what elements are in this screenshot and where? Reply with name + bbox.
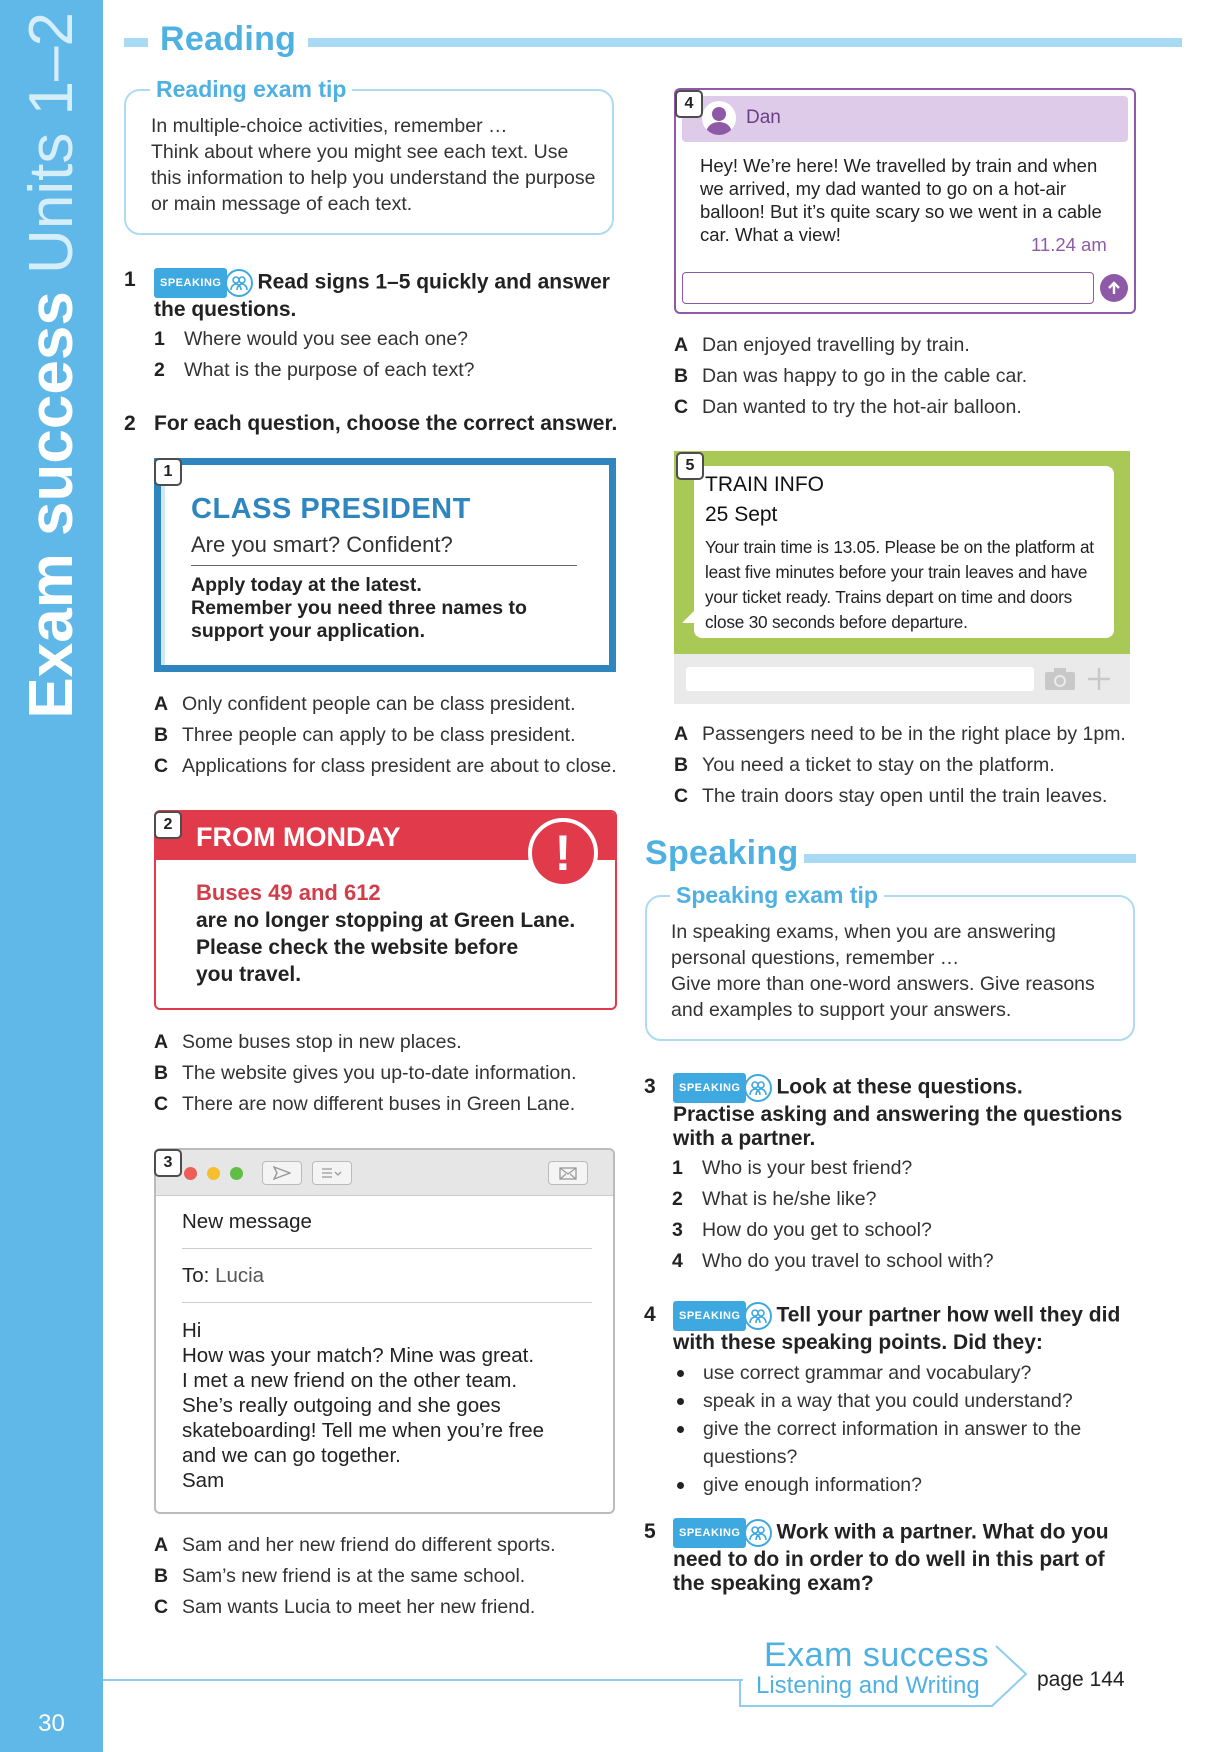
list-item: give the correct information in answer to the questions? <box>673 1415 1113 1471</box>
email-window <box>154 1148 615 1514</box>
q5-text: SPEAKING Work with a partner. What do you need to do in order to do well in this part of the speaking exam? <box>673 1518 1143 1596</box>
sidebar-title-bold: Exam success <box>17 291 86 719</box>
notice-body-2: Remember you need three names to <box>191 597 527 619</box>
answer-option[interactable]: A Only confident people can be class president. <box>154 693 576 715</box>
q5-number: 5 <box>644 1520 656 1543</box>
speaking-tip-label: Speaking exam tip <box>670 882 884 909</box>
email-new-message: New message <box>182 1210 312 1233</box>
list-item: 2 What is the purpose of each text? <box>154 359 475 381</box>
send-icon[interactable] <box>262 1161 302 1185</box>
speaking-badge: SPEAKING <box>673 1301 772 1331</box>
reading-bar-right <box>308 38 1182 47</box>
reading-tip-label: Reading exam tip <box>150 76 352 103</box>
list-item: 1 Where would you see each one? <box>154 328 469 350</box>
speaking-tip-box <box>645 895 1135 1041</box>
page-number: 30 <box>38 1710 65 1737</box>
speaking-badge: SPEAKING <box>673 1518 772 1548</box>
answer-option[interactable]: A Passengers need to be in the right place by 1pm. <box>674 723 1126 745</box>
notice-heading: CLASS PRESIDENT <box>191 493 471 525</box>
q4-bullets <box>673 1359 1133 1499</box>
exclamation-icon: ! <box>528 818 598 888</box>
text-tag-3: 3 <box>154 1149 182 1177</box>
email-body: Hi How was your match? Mine was great. I met a new friend on the other team. She’s really outgoing and she goes skateboarding! Tell me when you’re free and we can go together. Sam <box>182 1319 544 1492</box>
answer-option[interactable]: B Sam’s new friend is at the same school. <box>154 1565 526 1587</box>
q3-number: 3 <box>644 1075 656 1098</box>
speaking-tip-line-2: Give more than one-word answers. Give reasons and examples to support your answers. <box>671 973 1095 1021</box>
answer-option[interactable]: B The website gives you up-to-date information. <box>154 1062 577 1084</box>
sidebar-title <box>0 12 107 732</box>
answer-option[interactable]: C Applications for class president are about to close. <box>154 755 617 777</box>
minimize-dot[interactable] <box>207 1167 220 1180</box>
pair-work-icon <box>225 269 253 297</box>
notice-body-3: support your application. <box>191 620 426 642</box>
speaking-bar <box>804 854 1136 863</box>
speaking-tip-line-1: In speaking exams, when you are answering personal questions, remember … <box>671 921 1056 969</box>
q1-text: SPEAKING Read signs 1–5 quickly and answer the questions. <box>154 268 614 322</box>
q3-items <box>672 1153 994 1277</box>
train-info-card <box>674 451 1130 654</box>
sidebar <box>0 0 103 1752</box>
bus-notice-heading: FROM MONDAY <box>196 822 401 852</box>
answer-option[interactable]: B You need a ticket to stay on the platform. <box>674 754 1055 776</box>
bus-notice-body-1: are no longer stopping at Green Lane. <box>196 909 576 932</box>
maximize-dot[interactable] <box>230 1167 243 1180</box>
q2-text: For each question, choose the correct answer. <box>154 412 618 435</box>
train-info-body: Your train time is 13.05. Please be on the platform at least five minutes before your train leaves and have your ticket ready. Trains depart on time and doors close 30 seconds before departure. <box>705 537 1094 632</box>
q4-text: SPEAKING Tell your partner how well they did with these speaking points. Did they: <box>673 1301 1143 1355</box>
footer-subtitle: Listening and Writing <box>756 1672 980 1699</box>
q3-text: SPEAKING Look at these questions. Practise asking and answering the questions with a partner. <box>673 1073 1143 1151</box>
chat-window <box>674 88 1136 314</box>
text2-options <box>154 1027 577 1120</box>
q4-number: 4 <box>644 1303 656 1326</box>
reading-title: Reading <box>160 20 297 58</box>
footer-line <box>103 1679 743 1681</box>
train-info-input-bar <box>674 654 1130 704</box>
q1-number: 1 <box>124 268 136 291</box>
pair-work-icon <box>744 1519 772 1547</box>
footer-title: Exam success <box>764 1636 990 1674</box>
train-info-date: 25 Sept <box>705 503 778 526</box>
train-info-title: TRAIN INFO <box>705 473 824 496</box>
answer-option[interactable]: B Dan was happy to go in the cable car. <box>674 365 1028 387</box>
plus-icon[interactable] <box>1086 666 1112 692</box>
speaking-badge: SPEAKING <box>673 1073 772 1103</box>
list-item: 2 What is he/she like? <box>672 1188 877 1210</box>
avatar <box>702 101 736 135</box>
notice-body-1: Apply today at the latest. <box>191 574 422 596</box>
answer-option[interactable]: C Dan wanted to try the hot-air balloon. <box>674 396 1022 418</box>
chat-name: Dan <box>746 107 781 128</box>
bus-notice-body-2: Please check the website before <box>196 936 519 959</box>
list-item: 3 How do you get to school? <box>672 1219 932 1241</box>
email-toolbar <box>156 1150 615 1196</box>
answer-option[interactable]: C The train doors stay open until the train leaves. <box>674 785 1108 807</box>
answer-option[interactable]: A Dan enjoyed travelling by train. <box>674 334 970 356</box>
list-format-icon[interactable] <box>312 1161 352 1185</box>
answer-option[interactable]: A Some buses stop in new places. <box>154 1031 462 1053</box>
text5-options <box>674 719 1126 812</box>
text4-options <box>674 330 1027 423</box>
class-president-notice <box>154 458 616 672</box>
bus-notice-body-3: you travel. <box>196 963 302 986</box>
footer-page-link[interactable]: page 144 <box>1037 1668 1125 1691</box>
text1-options <box>154 689 617 782</box>
list-item: speak in a way that you could understand? <box>673 1387 1133 1415</box>
reading-bar-left <box>124 38 148 47</box>
answer-option[interactable]: C There are now different buses in Green Lane. <box>154 1093 576 1115</box>
email-to-field[interactable]: To: Lucia <box>182 1264 265 1287</box>
close-dot[interactable] <box>184 1167 197 1180</box>
chat-message: Hey! We’re here! We travelled by train and when we arrived, my dad wanted to go on a hot-air balloon! But it’s quite scary so we went in a cable car. What a view! <box>700 155 1102 245</box>
reading-tip-box <box>124 89 614 235</box>
answer-option[interactable]: B Three people can apply to be class president. <box>154 724 576 746</box>
mail-icon[interactable] <box>548 1161 588 1185</box>
text-tag-5: 5 <box>676 452 704 480</box>
text-tag-1: 1 <box>154 458 182 486</box>
speaking-title: Speaking <box>645 834 799 872</box>
list-item: 4 Who do you travel to school with? <box>672 1250 994 1272</box>
send-arrow-icon[interactable] <box>1100 274 1128 302</box>
answer-option[interactable]: C Sam wants Lucia to meet her new friend. <box>154 1596 536 1618</box>
sidebar-title-light: Units 1–2 <box>17 12 86 274</box>
pair-work-icon <box>744 1074 772 1102</box>
text-tag-2: 2 <box>154 811 182 839</box>
notice-subheading: Are you smart? Confident? <box>191 532 453 557</box>
train-info-input[interactable] <box>686 667 1034 691</box>
speaking-badge: SPEAKING <box>154 268 253 298</box>
reading-tip-line-1: In multiple-choice activities, remember … <box>151 115 508 137</box>
list-item: 1 Who is your best friend? <box>672 1157 913 1179</box>
camera-icon[interactable] <box>1044 667 1076 691</box>
text3-options <box>154 1530 556 1623</box>
bus-notice-red: Buses 49 and 612 <box>196 880 381 905</box>
answer-option[interactable]: A Sam and her new friend do different sports. <box>154 1534 556 1556</box>
chat-input[interactable] <box>682 272 1094 304</box>
q2-number: 2 <box>124 412 136 435</box>
q1-items <box>154 324 475 386</box>
list-item: use correct grammar and vocabulary? <box>673 1359 1133 1387</box>
reading-tip-line-2: Think about where you might see each text. Use this information to help you understand the purpose or main message of each text. <box>151 141 596 215</box>
text-tag-4: 4 <box>675 90 703 118</box>
pair-work-icon <box>744 1302 772 1330</box>
list-item: give enough information? <box>673 1471 1133 1499</box>
chat-time: 11.24 am <box>1031 234 1107 255</box>
